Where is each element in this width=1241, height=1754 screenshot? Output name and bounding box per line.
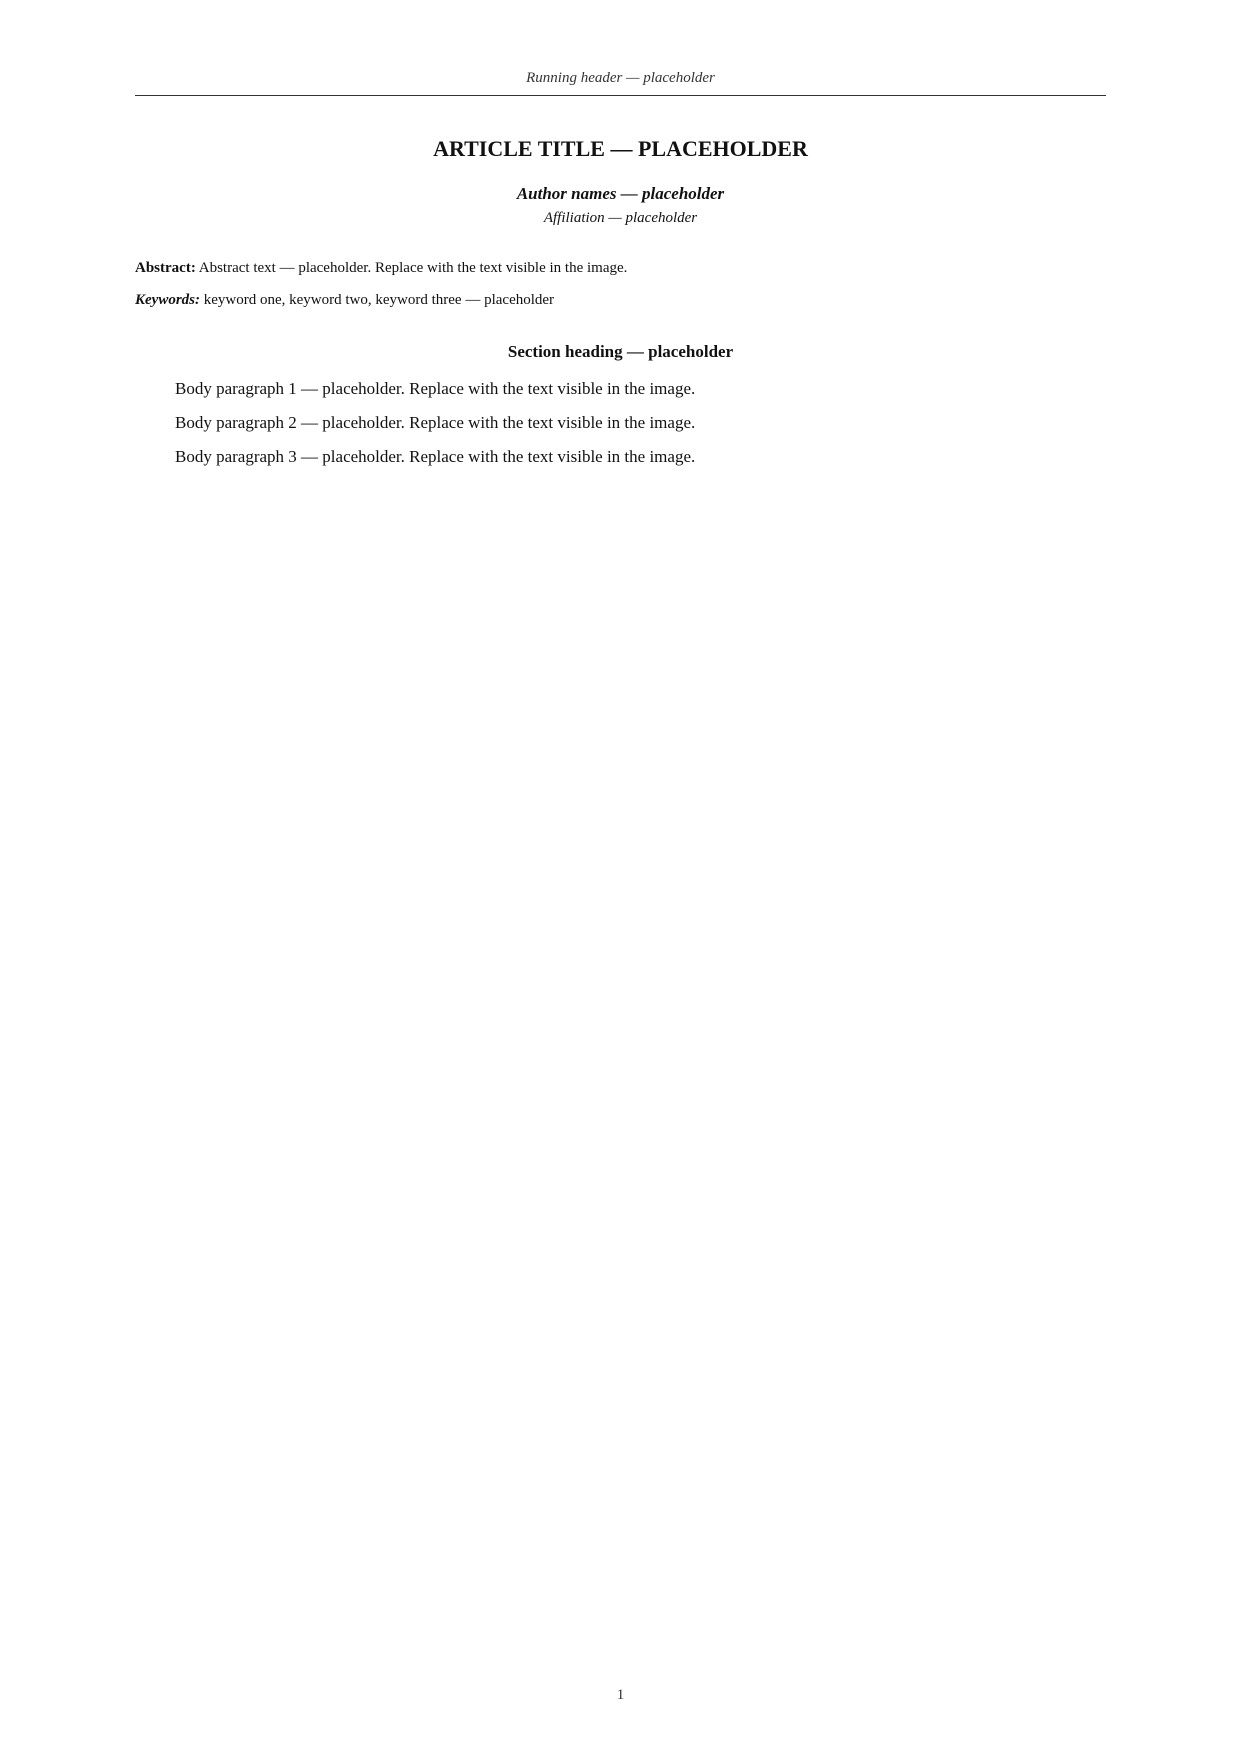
section-heading: Section heading — placeholder bbox=[507, 341, 734, 361]
body-paragraph: Body paragraph 3 — placeholder. Replace with the text visible in the image. bbox=[175, 447, 696, 467]
keywords-label: Keywords: bbox=[135, 292, 200, 309]
abstract-text: Abstract text — placeholder. Replace with the text visible in the image. bbox=[198, 259, 628, 276]
article-title: ARTICLE TITLE — PLACEHOLDER bbox=[433, 136, 808, 161]
body-paragraph: Body paragraph 2 — placeholder. Replace with the text visible in the image. bbox=[175, 413, 696, 433]
author-affiliation: Affiliation — placeholder bbox=[543, 209, 698, 226]
abstract bbox=[135, 257, 1106, 280]
author-names: Author names — placeholder bbox=[516, 183, 725, 203]
running-header: Running header — placeholder bbox=[135, 70, 1106, 96]
body-paragraph: Body paragraph 1 — placeholder. Replace with the text visible in the image. bbox=[175, 378, 696, 398]
abstract-label: Abstract: bbox=[135, 259, 196, 276]
keywords bbox=[135, 289, 1106, 312]
keywords-text: keyword one, keyword two, keyword three — placeholder bbox=[203, 292, 555, 309]
page-number: 1 bbox=[616, 1687, 625, 1703]
